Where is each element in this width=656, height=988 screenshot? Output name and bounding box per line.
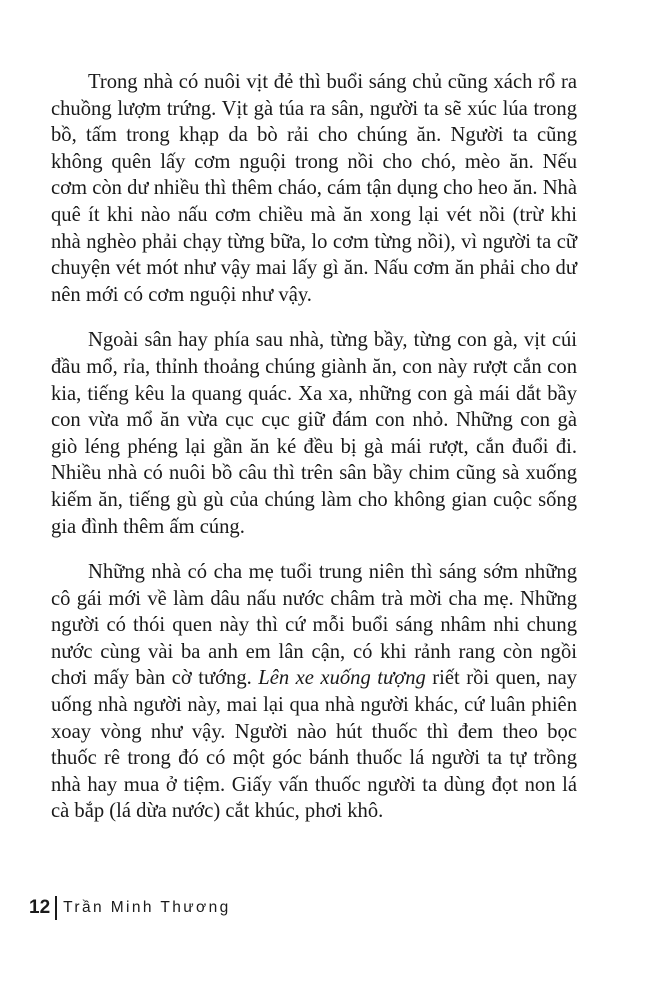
paragraph-3-text-end: riết rồi quen, nay uống nhà người này, mai lại qua nhà người khác, cứ luân phiên xoay vòng như vậy. Người nào hút thuốc thì đem theo bọc thuốc rê trong đó có một góc bánh thuốc lá người ta tự trồng nhà hay mua ở tiệm. Giấy vấn thuốc người ta dùng đọt non lá cà bắp (lá dừa nước) cắt khúc, phơi khô. [51,667,578,823]
paragraph-1-text: Trong nhà có nuôi vịt đẻ thì buổi sáng chủ cũng xách rổ ra chuồng lượm trứng. Vịt gà túa ra sân, người ta sẽ xúc lúa trong bồ, tấm trong khạp da bò rải cho chúng ăn. Người ta cũng không quên lấy cơm nguội trong nồi cho chó, mèo ăn. Nếu cơm còn dư nhiều thì thêm cháo, cám tận dụng cho heo ăn. Nhà quê ít khi nào nấu cơm chiều mà ăn xong lại vét nồi (trừ khi nhà nghèo phải chạy từng bữa, lo cơm từng nồi), vì người ta cữ chuyện vét mót như vậy mai lấy gì ăn. Nấu cơm ăn phải cho dư nên mới có cơm nguội như vậy. [51,71,577,306]
footer-divider [55,896,57,920]
page-number: 12 [29,897,51,918]
paragraph-2-text: Ngoài sân hay phía sau nhà, từng bầy, từng con gà, vịt cúi đầu mổ, rỉa, thỉnh thoảng chúng giành ăn, con này rượt cắn con kia, tiếng kêu la quang quác. Xa xa, những con gà mái dắt bầy con vừa mổ ăn vừa cục cục giữ đám con nhỏ. Những con gà giò léng phéng lại gần ăn ké đều bị gà mái rượt, cắn đuổi đi. Nhiều nhà có nuôi bồ câu thì trên sân bầy chim cũng sà xuống kiếm ăn, tiếng gù gù của chúng làm cho không gian cuộc sống gia đình thêm ấm cúng. [51,329,577,538]
paragraph-2 [51,327,577,540]
paragraph-3-text-start: Những nhà có cha mẹ tuổi trung niên thì sáng sớm những cô gái mới về làm dâu nấu nước châm trà mời cha mẹ. Những người có thói quen này thì cứ mỗi buổi sáng nhâm nhi chung nước cùng vài ba anh em lân cận, có khi rảnh rang còn ngồi chơi mấy bàn cờ tướng. [51,561,577,690]
author-name: Trần Minh Thương [63,899,231,916]
paragraph-1 [51,69,577,308]
page-footer [29,896,231,920]
page-body [51,69,577,844]
paragraph-3-italic-phrase: Lên xe xuống tượng [258,667,426,690]
paragraph-3 [51,559,577,825]
